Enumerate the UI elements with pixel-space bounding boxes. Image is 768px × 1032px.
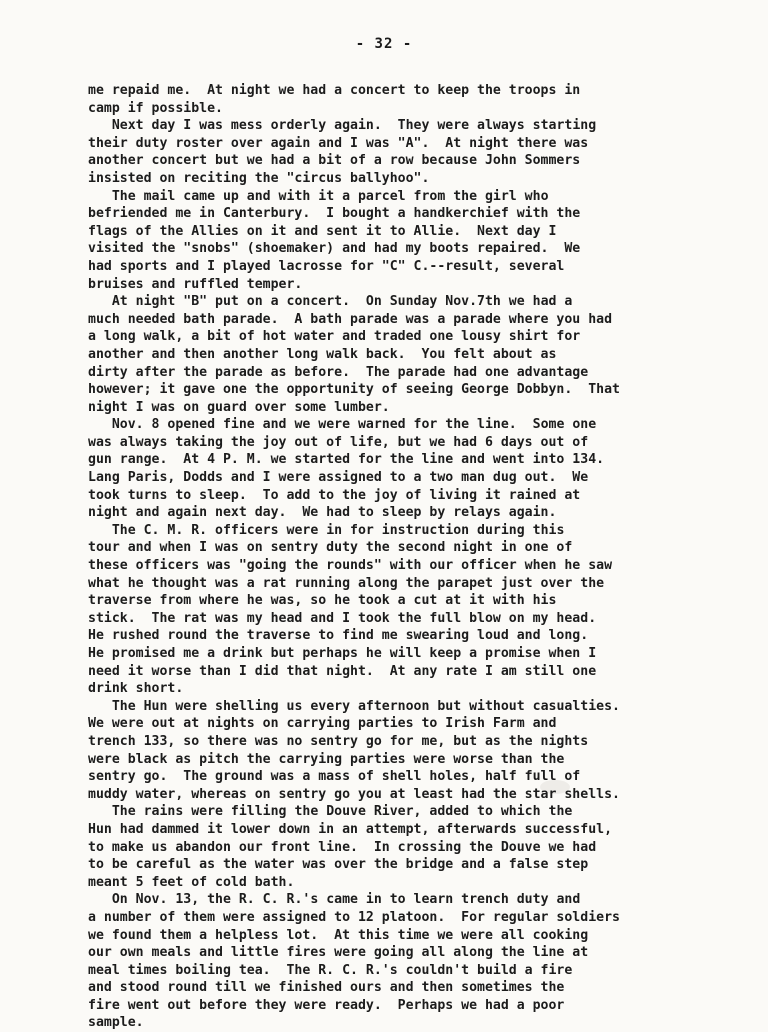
paragraph-8: The rains were filling the Douve River, added to which the Hun had dammed it lower down in an attempt, afterwards successful, to make us abandon our front line. In crossing the Douve we had to be careful as the water was over the bridge and a false step meant 5 feet of cold bath. — [88, 804, 613, 890]
paragraph-6: The C. M. R. officers were in for instruction during this tour and when I was on sentry duty the second night in one of these officers was "going the rounds" with our officer when he saw what he thought was a rat running along the parapet just over the traverse from where he was, so he took a cut at it with his stick. The rat was my head and I took the full blow on my head. He rushed round the traverse to find me swearing loud and long. He promised me a drink but perhaps he will keep a promise when I need it worse than I did that night. At any rate I am still one drink short. — [88, 522, 613, 697]
paragraph-3: The mail came up and with it a parcel from the girl who befriended me in Canterbury. I bought a handkerchief with the flags of the Allies on it and sent it to Allie. Next day I visited the "snobs" (shoemaker) and had my boots repaired. We had sports and I played lacrosse for "C" C.--result, several bruises and ruffled temper. — [88, 188, 581, 292]
paragraph-7: The Hun were shelling us every afternoon but without casualties. We were out at nights on carrying parties to Irish Farm and trench 133, so there was no sentry go for me, but as the nights were black as pitch the carrying parties were worse than the sentry go. The ground was a mass of shell holes, half full of muddy water, whereas on sentry go you at least had the star shells. — [88, 698, 620, 802]
paragraph-1: me repaid me. At night we had a concert to keep the troops in camp if possible. — [88, 83, 581, 116]
typewritten-body — [88, 82, 738, 1032]
paragraph-4: At night "B" put on a concert. On Sunday Nov.7th we had a much needed bath parade. A bath parade was a parade where you had a long walk, a bit of hot water and traded one lousy shirt for another and then another long walk back. You felt about as dirty after the parade as before. The parade had one advantage however; it gave one the opportunity of seeing George Dobbyn. That night I was on guard over some lumber. — [88, 294, 620, 415]
paragraph-5: Nov. 8 opened fine and we were warned for the line. Some one was always taking the joy out of life, but we had 6 days out of gun range. At 4 P. M. we started for the line and went into 134. Lang Paris, Dodds and I were assigned to a two man dug out. We took turns to sleep. To add to the joy of living it rained at night and again next day. We had to sleep by relays again. — [88, 417, 605, 521]
paragraph-2: Next day I was mess orderly again. They were always starting their duty roster over again and I was "A". At night there was another concert but we had a bit of a row because John Sommers insisted on reciting the "circus ballyhoo". — [88, 118, 597, 186]
paragraph-9: On Nov. 13, the R. C. R.'s came in to learn trench duty and a number of them were assigned to 12 platoon. For regular soldiers we found them a helpless lot. At this time we were all cooking our own meals and little fires were going all along the line at meal times boiling tea. The R. C. R.'s couldn't build a fire and stood round till we finished ours and then sometimes the fire went out before they were ready. Perhaps we had a poor sample. — [88, 892, 620, 1031]
page-number: - 32 - — [355, 36, 413, 52]
